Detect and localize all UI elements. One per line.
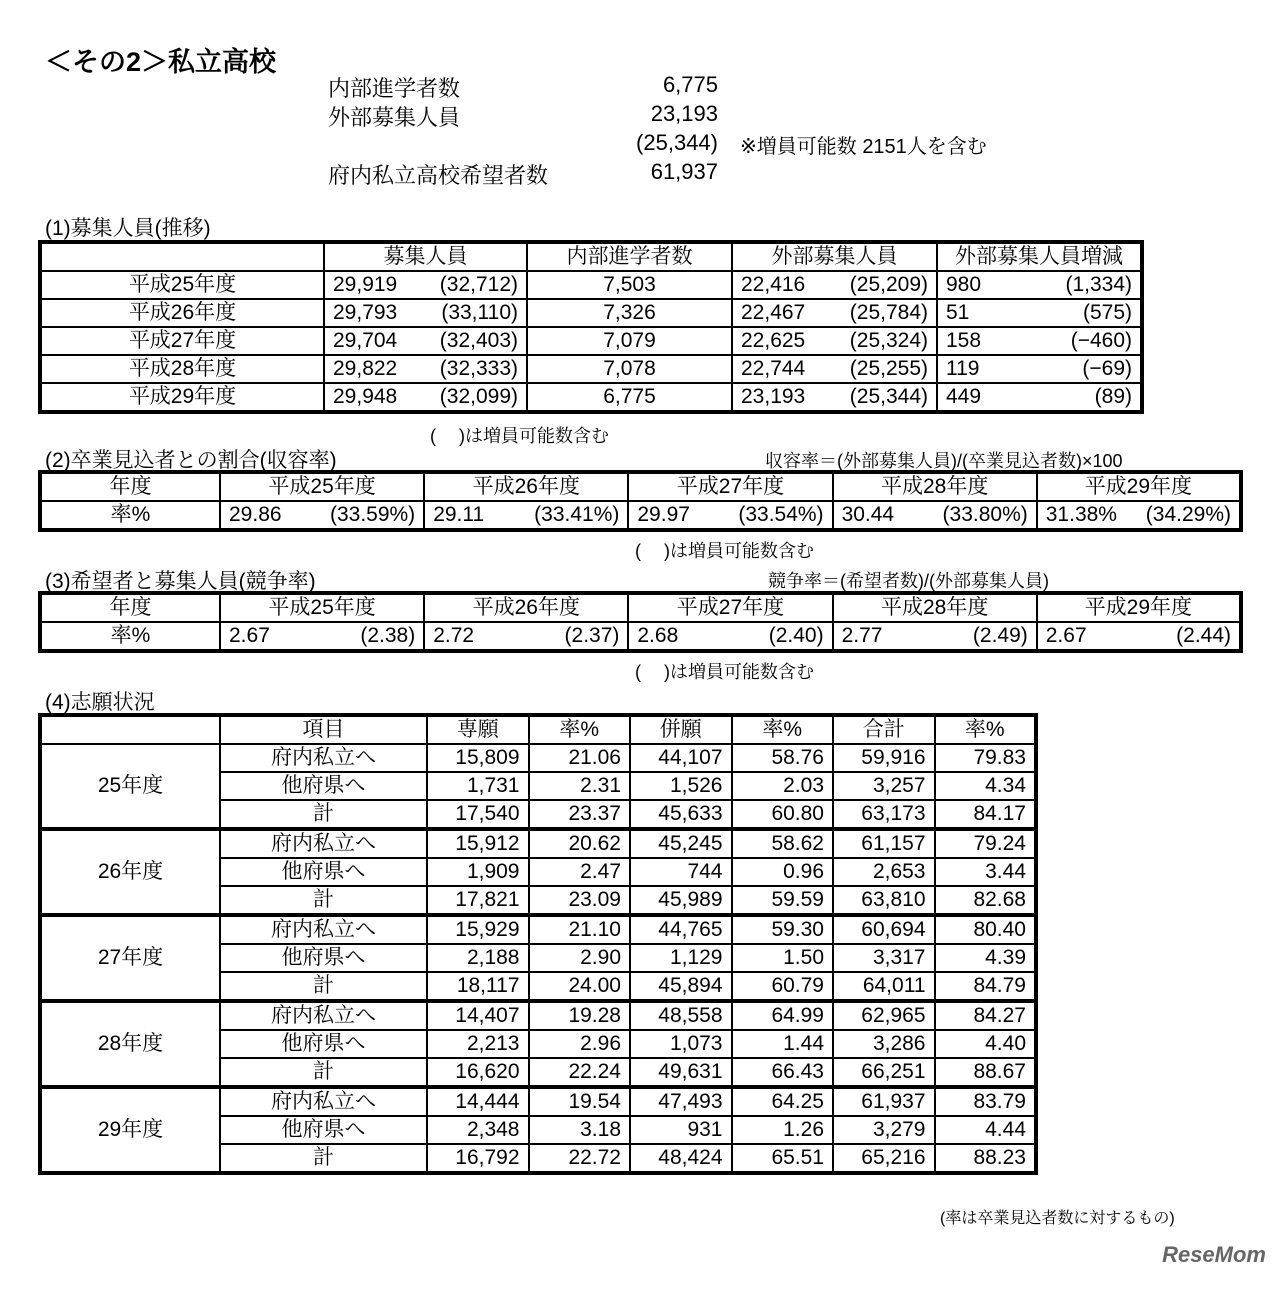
column-header: 年度 xyxy=(40,593,220,622)
summary-label: 外部募集人員 xyxy=(328,105,461,130)
data-cell: 16,620 xyxy=(427,1058,529,1087)
change-cell xyxy=(937,383,1142,412)
column-header: 項目 xyxy=(220,715,427,744)
data-cell: 59.59 xyxy=(732,886,834,915)
data-cell: 83.79 xyxy=(935,1087,1037,1116)
table-row xyxy=(40,501,1241,530)
column-header xyxy=(40,715,220,744)
value-incl-increase: (2.38) xyxy=(360,624,416,647)
data-cell: 45,245 xyxy=(630,829,732,858)
value-incl-increase: (33.54%) xyxy=(738,503,824,526)
data-cell: 63,173 xyxy=(833,800,935,829)
summary-value: 6,775 xyxy=(662,72,718,97)
column-header xyxy=(40,242,324,271)
value: 158 xyxy=(946,329,982,352)
data-cell: 2.96 xyxy=(529,1030,631,1058)
value-incl-increase: (−69) xyxy=(1082,357,1132,380)
recruitment-cell xyxy=(324,271,527,299)
value-incl-increase: (2.44) xyxy=(1176,624,1231,647)
data-cell: 4.34 xyxy=(935,772,1037,800)
data-cell: 2.31 xyxy=(529,772,631,800)
item-label: 計 xyxy=(220,1058,427,1087)
summary-note: ※増員可能数 2151人を含む xyxy=(740,136,987,158)
recruitment-cell xyxy=(324,355,527,383)
value: 2.72 xyxy=(433,624,475,647)
value: 22,744 xyxy=(741,357,806,380)
item-label: 他府県へ xyxy=(220,1116,427,1144)
value-incl-increase: (89) xyxy=(1094,385,1132,408)
data-cell: 58.62 xyxy=(732,829,834,858)
column-header: 平成26年度 xyxy=(424,593,628,622)
rate-cell xyxy=(628,622,832,651)
rate-cell xyxy=(424,501,628,530)
column-header: 平成25年度 xyxy=(220,593,424,622)
rate-cell xyxy=(424,622,628,651)
year-label: 平成26年度 xyxy=(40,299,324,327)
item-label: 府内私立へ xyxy=(220,1001,427,1030)
data-cell: 3,257 xyxy=(833,772,935,800)
data-cell: 16,792 xyxy=(427,1144,529,1173)
value-incl-increase: (32,099) xyxy=(439,385,518,408)
value: 29,793 xyxy=(333,301,398,324)
recruitment-cell xyxy=(324,299,527,327)
data-cell: 4.39 xyxy=(935,944,1037,972)
value-incl-increase: (25,784) xyxy=(849,301,928,324)
column-header: 率% xyxy=(732,715,834,744)
data-cell: 2,348 xyxy=(427,1116,529,1144)
data-cell: 88.23 xyxy=(935,1144,1037,1173)
data-cell: 3,279 xyxy=(833,1116,935,1144)
section-heading-3: (3)希望者と募集人員(競争率) xyxy=(45,570,316,593)
data-cell: 20.62 xyxy=(529,829,631,858)
data-cell: 79.24 xyxy=(935,829,1037,858)
data-cell: 64.99 xyxy=(732,1001,834,1030)
value: 2.68 xyxy=(637,624,679,647)
value-incl-increase: (25,344) xyxy=(849,385,928,408)
rate-cell xyxy=(833,622,1037,651)
table-row xyxy=(40,1087,1036,1116)
table-row xyxy=(40,299,1142,327)
external-cell xyxy=(732,299,937,327)
capacity-rate-table xyxy=(38,470,1243,532)
value: 22,625 xyxy=(741,329,806,352)
value: 51 xyxy=(946,301,970,324)
data-cell: 15,809 xyxy=(427,744,529,772)
value: 29.86 xyxy=(229,503,282,526)
item-label: 他府県へ xyxy=(220,772,427,800)
item-label: 計 xyxy=(220,1144,427,1173)
data-cell: 3.18 xyxy=(529,1116,631,1144)
year-label: 29年度 xyxy=(40,1087,220,1173)
value-incl-increase: (33.80%) xyxy=(942,503,1028,526)
data-cell: 2.03 xyxy=(732,772,834,800)
column-header: 募集人員 xyxy=(324,242,527,271)
column-header: 平成29年度 xyxy=(1037,593,1241,622)
table-row xyxy=(40,744,1036,772)
internal-cell: 7,503 xyxy=(527,271,732,299)
year-label: 26年度 xyxy=(40,829,220,915)
data-cell: 15,929 xyxy=(427,915,529,944)
year-label: 27年度 xyxy=(40,915,220,1001)
item-label: 府内私立へ xyxy=(220,744,427,772)
data-cell: 58.76 xyxy=(732,744,834,772)
table-row xyxy=(40,355,1142,383)
row-label: 率% xyxy=(40,501,220,530)
column-header: 平成28年度 xyxy=(833,593,1037,622)
resemom-logo: ReseMom xyxy=(1162,1242,1266,1267)
data-cell: 44,765 xyxy=(630,915,732,944)
item-label: 他府県へ xyxy=(220,944,427,972)
year-label: 25年度 xyxy=(40,744,220,829)
change-cell xyxy=(937,355,1142,383)
data-cell: 44,107 xyxy=(630,744,732,772)
year-label: 平成25年度 xyxy=(40,271,324,299)
competition-formula: 競争率＝(希望者数)/(外部募集人員) xyxy=(768,571,1049,591)
data-cell: 48,558 xyxy=(630,1001,732,1030)
value: 29,948 xyxy=(333,385,398,408)
column-header: 平成28年度 xyxy=(833,472,1037,501)
item-label: 計 xyxy=(220,886,427,915)
column-header: 率% xyxy=(935,715,1037,744)
table4-note: (率は卒業見込者数に対するもの) xyxy=(940,1210,1175,1227)
data-cell: 18,117 xyxy=(427,972,529,1001)
data-cell: 1,909 xyxy=(427,858,529,886)
data-cell: 0.96 xyxy=(732,858,834,886)
column-header: 併願 xyxy=(630,715,732,744)
data-cell: 64.25 xyxy=(732,1087,834,1116)
data-cell: 2.47 xyxy=(529,858,631,886)
data-cell: 23.37 xyxy=(529,800,631,829)
value: 23,193 xyxy=(741,385,806,408)
data-cell: 931 xyxy=(630,1116,732,1144)
data-cell: 60.80 xyxy=(732,800,834,829)
rate-cell xyxy=(628,501,832,530)
value-incl-increase: (25,209) xyxy=(849,273,928,296)
data-cell: 45,894 xyxy=(630,972,732,1001)
data-cell: 88.67 xyxy=(935,1058,1037,1087)
rate-cell xyxy=(220,501,424,530)
external-cell xyxy=(732,383,937,412)
value: 22,467 xyxy=(741,301,806,324)
value-incl-increase: (2.37) xyxy=(564,624,620,647)
recruitment-table xyxy=(38,240,1144,414)
table-row xyxy=(40,622,1241,651)
column-header: 平成29年度 xyxy=(1037,472,1241,501)
value-incl-increase: (34.29%) xyxy=(1145,503,1231,526)
data-cell: 80.40 xyxy=(935,915,1037,944)
value-incl-increase: (32,403) xyxy=(439,329,518,352)
value: 2.77 xyxy=(841,624,883,647)
recruitment-cell xyxy=(324,383,527,412)
item-label: 府内私立へ xyxy=(220,1087,427,1116)
value-incl-increase: (32,712) xyxy=(439,273,518,296)
data-cell: 79.83 xyxy=(935,744,1037,772)
data-cell: 61,157 xyxy=(833,829,935,858)
data-cell: 60.79 xyxy=(732,972,834,1001)
data-cell: 45,633 xyxy=(630,800,732,829)
data-cell: 3.44 xyxy=(935,858,1037,886)
data-cell: 14,444 xyxy=(427,1087,529,1116)
value-incl-increase: (33,110) xyxy=(441,301,518,324)
value-incl-increase: (25,255) xyxy=(849,357,928,380)
value-incl-increase: (2.40) xyxy=(768,624,824,647)
data-cell: 64,011 xyxy=(833,972,935,1001)
data-cell: 15,912 xyxy=(427,829,529,858)
summary-label: 府内私立高校希望者数 xyxy=(328,163,549,188)
rate-cell xyxy=(1037,622,1241,651)
column-header: 平成27年度 xyxy=(628,593,832,622)
data-cell: 1.50 xyxy=(732,944,834,972)
value: 30.44 xyxy=(841,503,895,526)
data-cell: 63,810 xyxy=(833,886,935,915)
table1-note: ( )は増員可能数含む xyxy=(430,426,609,446)
data-cell: 19.54 xyxy=(529,1087,631,1116)
value: 980 xyxy=(946,273,982,296)
external-cell xyxy=(732,355,937,383)
value: 29,822 xyxy=(333,357,398,380)
year-label: 平成28年度 xyxy=(40,355,324,383)
item-label: 府内私立へ xyxy=(220,829,427,858)
data-cell: 2,653 xyxy=(833,858,935,886)
data-cell: 744 xyxy=(630,858,732,886)
value-incl-increase: (33.59%) xyxy=(329,503,416,526)
header-row xyxy=(40,715,1036,744)
summary-label: 内部進学者数 xyxy=(328,76,461,101)
value: 449 xyxy=(946,385,982,408)
data-cell: 1,129 xyxy=(630,944,732,972)
change-cell xyxy=(937,299,1142,327)
data-cell: 84.27 xyxy=(935,1001,1037,1030)
item-label: 計 xyxy=(220,800,427,829)
section-heading-4: (4)志願状況 xyxy=(45,691,155,714)
data-cell: 1,526 xyxy=(630,772,732,800)
application-status-table xyxy=(38,713,1038,1175)
table2-note: ( )は増員可能数含む xyxy=(635,541,814,561)
data-cell: 84.79 xyxy=(935,972,1037,1001)
data-cell: 17,821 xyxy=(427,886,529,915)
value: 29,704 xyxy=(333,329,398,352)
rate-cell xyxy=(220,622,424,651)
value-incl-increase: (32,333) xyxy=(439,357,518,380)
data-cell: 2,213 xyxy=(427,1030,529,1058)
data-cell: 3,317 xyxy=(833,944,935,972)
column-header: 平成27年度 xyxy=(628,472,832,501)
external-cell xyxy=(732,271,937,299)
column-header: 年度 xyxy=(40,472,220,501)
change-cell xyxy=(937,271,1142,299)
data-cell: 21.06 xyxy=(529,744,631,772)
data-cell: 2,188 xyxy=(427,944,529,972)
column-header: 外部募集人員増減 xyxy=(937,242,1142,271)
data-cell: 24.00 xyxy=(529,972,631,1001)
item-label: 府内私立へ xyxy=(220,915,427,944)
header-row xyxy=(40,472,1241,501)
data-cell: 84.17 xyxy=(935,800,1037,829)
data-cell: 82.68 xyxy=(935,886,1037,915)
value-incl-increase: (575) xyxy=(1082,301,1132,324)
rate-cell xyxy=(1037,501,1241,530)
header-row xyxy=(40,242,1142,271)
summary-value: 23,193 xyxy=(650,101,718,126)
item-label: 計 xyxy=(220,972,427,1001)
value: 31.38% xyxy=(1045,503,1117,526)
data-cell: 47,493 xyxy=(630,1087,732,1116)
internal-cell: 7,079 xyxy=(527,327,732,355)
year-label: 平成27年度 xyxy=(40,327,324,355)
column-header: 平成26年度 xyxy=(424,472,628,501)
data-cell: 1,073 xyxy=(630,1030,732,1058)
data-cell: 19.28 xyxy=(529,1001,631,1030)
data-cell: 1.26 xyxy=(732,1116,834,1144)
competition-rate-table xyxy=(38,591,1243,653)
table3-note: ( )は増員可能数含む xyxy=(635,662,814,682)
value-incl-increase: (−460) xyxy=(1070,329,1132,352)
item-label: 他府県へ xyxy=(220,1030,427,1058)
value: 29.11 xyxy=(433,503,485,526)
year-label: 28年度 xyxy=(40,1001,220,1087)
table-row xyxy=(40,915,1036,944)
external-cell xyxy=(732,327,937,355)
table-row xyxy=(40,829,1036,858)
data-cell: 65,216 xyxy=(833,1144,935,1173)
data-cell: 1.44 xyxy=(732,1030,834,1058)
data-cell: 65.51 xyxy=(732,1144,834,1173)
column-header: 平成25年度 xyxy=(220,472,424,501)
table-row xyxy=(40,383,1142,412)
data-cell: 4.40 xyxy=(935,1030,1037,1058)
value: 22,416 xyxy=(741,273,806,296)
rate-cell xyxy=(833,501,1037,530)
data-cell: 61,937 xyxy=(833,1087,935,1116)
data-cell: 22.72 xyxy=(529,1144,631,1173)
data-cell: 21.10 xyxy=(529,915,631,944)
section-heading-1: (1)募集人員(推移) xyxy=(45,217,211,240)
data-cell: 4.44 xyxy=(935,1116,1037,1144)
item-label: 他府県へ xyxy=(220,858,427,886)
capacity-formula: 収容率＝(外部募集人員)/(卒業見込者数)×100 xyxy=(765,451,1123,471)
data-cell: 49,631 xyxy=(630,1058,732,1087)
year-label: 平成29年度 xyxy=(40,383,324,412)
data-cell: 66.43 xyxy=(732,1058,834,1087)
data-cell: 62,965 xyxy=(833,1001,935,1030)
column-header: 専願 xyxy=(427,715,529,744)
value: 29.97 xyxy=(637,503,690,526)
internal-cell: 7,326 xyxy=(527,299,732,327)
section-heading-2: (2)卒業見込者との割合(収容率) xyxy=(45,449,337,472)
data-cell: 1,731 xyxy=(427,772,529,800)
column-header: 外部募集人員 xyxy=(732,242,937,271)
header-row xyxy=(40,593,1241,622)
column-header: 内部進学者数 xyxy=(527,242,732,271)
summary-value: 61,937 xyxy=(650,159,718,184)
data-cell: 60,694 xyxy=(833,915,935,944)
value-incl-increase: (1,334) xyxy=(1065,273,1132,296)
data-cell: 59.30 xyxy=(732,915,834,944)
table-row xyxy=(40,327,1142,355)
value-incl-increase: (2.49) xyxy=(972,624,1028,647)
change-cell xyxy=(937,327,1142,355)
table-row xyxy=(40,271,1142,299)
data-cell: 14,407 xyxy=(427,1001,529,1030)
value: 2.67 xyxy=(1045,624,1087,647)
data-cell: 48,424 xyxy=(630,1144,732,1173)
data-cell: 66,251 xyxy=(833,1058,935,1087)
row-label: 率% xyxy=(40,622,220,651)
value-incl-increase: (25,324) xyxy=(849,329,928,352)
value-incl-increase: (33.41%) xyxy=(534,503,620,526)
value: 119 xyxy=(946,357,980,380)
data-cell: 17,540 xyxy=(427,800,529,829)
page-title: ＜その2＞私立高校 xyxy=(45,47,277,77)
summary-value: (25,344) xyxy=(636,130,718,155)
value: 29,919 xyxy=(333,273,398,296)
data-cell: 59,916 xyxy=(833,744,935,772)
data-cell: 3,286 xyxy=(833,1030,935,1058)
data-cell: 45,989 xyxy=(630,886,732,915)
column-header: 率% xyxy=(529,715,631,744)
data-cell: 22.24 xyxy=(529,1058,631,1087)
table-row xyxy=(40,1001,1036,1030)
internal-cell: 7,078 xyxy=(527,355,732,383)
recruitment-cell xyxy=(324,327,527,355)
data-cell: 2.90 xyxy=(529,944,631,972)
value: 2.67 xyxy=(229,624,270,647)
internal-cell: 6,775 xyxy=(527,383,732,412)
column-header: 合計 xyxy=(833,715,935,744)
data-cell: 23.09 xyxy=(529,886,631,915)
